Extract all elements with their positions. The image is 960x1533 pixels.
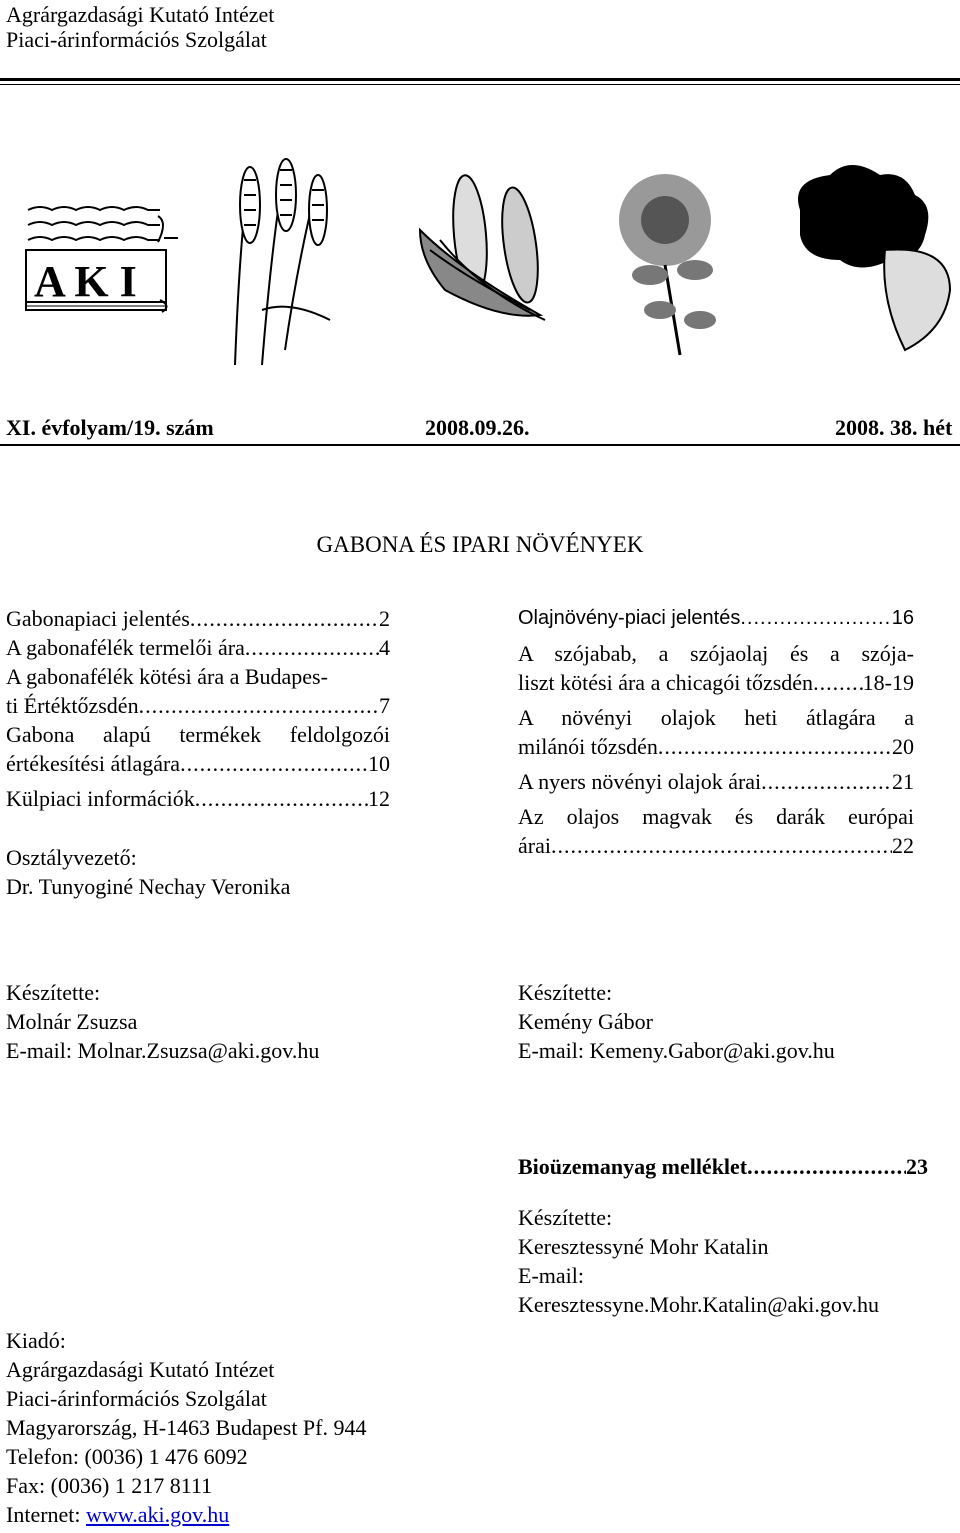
toc-label: Olajnövény-piaci jelentés xyxy=(518,607,741,629)
publisher-org: Agrárgazdasági Kutató Intézet xyxy=(6,1357,275,1382)
toc-leader xyxy=(551,831,892,860)
toc-right xyxy=(518,604,914,860)
issue-week: 2008. 38. hét xyxy=(835,415,953,440)
toc-leader xyxy=(180,749,368,778)
toc-leader xyxy=(813,668,863,697)
publisher-internet xyxy=(6,1500,367,1529)
author-name: Keresztessyné Mohr Katalin xyxy=(518,1234,769,1259)
author-email[interactable]: Keresztessyne.Mohr.Katalin@aki.gov.hu xyxy=(518,1292,879,1317)
header-illustrations xyxy=(0,150,960,380)
author-label: Készítette: xyxy=(518,1205,613,1230)
issue-date: 2008.09.26. xyxy=(425,415,530,440)
toc-label: ti Értéktőzsdén xyxy=(6,693,139,718)
toc-label: Külpiaci információk xyxy=(6,786,195,811)
toc-item-nyers-olajok[interactable] xyxy=(518,767,914,796)
toc-label-line1: A növényi olajok heti átlagára a xyxy=(518,705,914,730)
toc-leader xyxy=(245,633,379,662)
publisher-dept: Piaci-árinformációs Szolgálat xyxy=(6,1386,267,1411)
toc-leader xyxy=(740,604,891,633)
publisher-address: Magyarország, H-1463 Budapest Pf. 944 xyxy=(6,1415,367,1440)
author-email[interactable]: E-mail: Molnar.Zsuzsa@aki.gov.hu xyxy=(6,1038,320,1063)
author-name: Kemény Gábor xyxy=(518,1009,654,1034)
toc-leader xyxy=(195,784,368,813)
author-name: Molnár Zsuzsa xyxy=(6,1009,138,1034)
website-link[interactable]: www.aki.gov.hu xyxy=(86,1502,230,1527)
toc-item-milano[interactable] xyxy=(518,732,914,761)
toc-item-bioüzemanyag[interactable] xyxy=(518,1152,928,1181)
toc-label: liszt kötési ára a chicagói tőzsdén xyxy=(518,670,814,695)
toc-page: 18-19 xyxy=(862,670,914,695)
toc-label-line1: Az olajos magvak és darák európai xyxy=(518,804,914,829)
aki-logo-text: A K I xyxy=(34,257,137,306)
author-label: Készítette: xyxy=(6,980,101,1005)
toc-label: értékesítési átlagára xyxy=(6,751,181,776)
toc-page: 16 xyxy=(891,607,914,629)
toc-leader xyxy=(658,732,892,761)
toc-page: 7 xyxy=(379,693,390,718)
toc-page: 2 xyxy=(379,606,390,631)
toc-label: A nyers növényi olajok árai xyxy=(518,769,762,794)
internet-label: Internet: xyxy=(6,1502,87,1527)
toc-label: milánói tőzsdén xyxy=(518,734,658,759)
head-name: Dr. Tunyoginé Nechay Veronika xyxy=(6,874,291,899)
toc-page: 23 xyxy=(906,1154,928,1179)
author-label: Készítette: xyxy=(518,980,613,1005)
supplement xyxy=(518,1152,928,1319)
toc-page: 10 xyxy=(368,751,390,776)
publisher-phone: Telefon: (0036) 1 476 6092 xyxy=(6,1444,248,1469)
toc-item-kulpiaci[interactable] xyxy=(6,784,390,813)
author-email[interactable]: E-mail: Kemeny.Gabor@aki.gov.hu xyxy=(518,1038,835,1063)
toc-page: 20 xyxy=(892,734,914,759)
publisher-label: Kiadó: xyxy=(6,1328,66,1353)
section-title: GABONA ÉS IPARI NÖVÉNYEK xyxy=(316,532,644,557)
wheat-icon xyxy=(235,159,330,365)
toc-label: árai xyxy=(518,833,551,858)
email-label: E-mail: xyxy=(518,1263,584,1288)
toc-page: 22 xyxy=(892,833,914,858)
toc-left xyxy=(6,604,390,901)
toc-label: Bioüzemanyag melléklet xyxy=(518,1154,748,1179)
sunflower-icon xyxy=(619,174,716,355)
toc-item-termeloi-ar[interactable] xyxy=(6,633,390,662)
authors-right xyxy=(518,978,835,1065)
corn-icon xyxy=(420,174,545,320)
toc-label-line1: A gabonafélék kötési ára a Budapes- xyxy=(6,664,328,689)
issue-volume: XI. évfolyam/19. szám xyxy=(6,415,214,440)
toc-page: 12 xyxy=(368,786,390,811)
authors-left xyxy=(6,978,319,1065)
header-rule-thin xyxy=(0,84,960,85)
toc-leader xyxy=(747,1152,906,1181)
toc-item-chicago[interactable] xyxy=(518,668,914,697)
toc-leader xyxy=(761,767,892,796)
toc-item-feldolgozoi[interactable] xyxy=(6,749,390,778)
toc-item-europai[interactable] xyxy=(518,831,914,860)
toc-page: 21 xyxy=(892,769,914,794)
aki-logo xyxy=(26,207,178,312)
toc-item-gabonapiaci[interactable] xyxy=(6,604,390,633)
toc-label-line1: Gabona alapú termékek feldolgozói xyxy=(6,722,390,747)
header-org-name: Agrárgazdasági Kutató Intézet xyxy=(6,2,275,27)
head-label: Osztályvezető: xyxy=(6,845,137,870)
publisher-fax: Fax: (0036) 1 217 8111 xyxy=(6,1473,213,1498)
toc-label: A gabonafélék termelői ára xyxy=(6,635,245,660)
toc-label: Gabonapiaci jelentés xyxy=(6,606,190,631)
toc-item-ertektozsde[interactable] xyxy=(6,691,390,720)
toc-label-line1: A szójabab, a szójaolaj és a szója- xyxy=(518,641,914,666)
header-department-line: Piaci-árinformációs Szolgálat xyxy=(6,27,267,52)
publisher xyxy=(6,1326,367,1529)
issue-rule xyxy=(0,444,960,446)
header-rule-thick xyxy=(0,78,960,81)
toc-leader xyxy=(139,691,379,720)
toc-item-olajnoveny[interactable] xyxy=(518,604,914,633)
toc-page: 4 xyxy=(379,635,390,660)
toc-leader xyxy=(190,604,379,633)
beet-icon xyxy=(798,165,950,350)
